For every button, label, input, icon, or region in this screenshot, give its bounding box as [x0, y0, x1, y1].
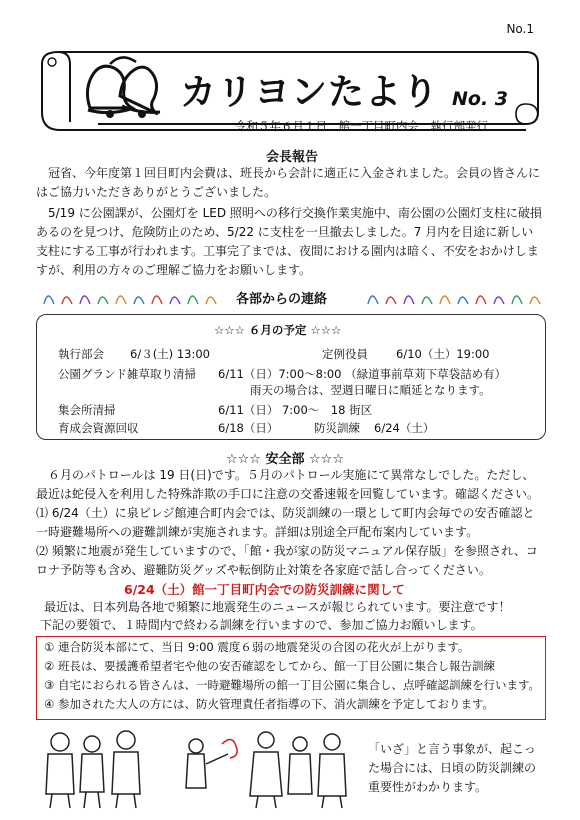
schedule-label: 公園グランド雑草取り清掃: [58, 367, 196, 381]
schedule-label: 集会所清掃: [58, 403, 116, 417]
drill-paragraph-1: 最近は、日本列島各地で頻繁に地震発生のニュースが報じられています。要注意です！: [44, 600, 511, 614]
schedule-note: 雨天の場合は、翌週日曜日に順延となります。: [250, 383, 491, 397]
schedule-value: 6/10（土）19:00: [396, 347, 490, 361]
schedule-value: 6/11（日）7:00～8:00 （緑道事前草苅下草袋詰め有）: [218, 367, 507, 381]
drill-step: ④ 参加された大人の方には、防火管理責任者指導の下、消火訓練を予定しております。: [44, 697, 495, 711]
schedule-label: 執行部会: [58, 347, 104, 361]
schedule-label: 定例役員: [322, 347, 368, 361]
schedule-value: 6/18（日）: [218, 421, 279, 435]
schedule-label: 育成会資源回収: [58, 421, 139, 435]
safety-item-2: ⑵ 頻繁に地震が発生していますので、「館・我が家の防災マニュアル保存版」を参照され、コロナ予防等も含め、避難防災グッズや転倒防止対策を各家庭で話し合ってください。: [36, 544, 538, 577]
drill-step: ② 班長は、要援護希望者宅や他の安否確認をしてから、館一丁目公園に集合し報告訓練: [44, 659, 495, 673]
schedule-label: 防災訓練: [314, 421, 360, 435]
schedule-value: 6/11（日） 7:00～ 18 街区: [218, 403, 373, 417]
departments-heading: 各部からの連絡: [236, 292, 328, 307]
chairman-paragraph-2: 5/19 に公園課が、公園灯を LED 照明への移行交換作業実施中、南公園の公園灯支柱に破損あるのを見つけ、危険防止のため、5/22 に支柱を一旦撤去しました。7 月内を目途に新しい支柱にする工事が行われます。工事完了までは、夜間における園内は暗く、不安をおかけしますが、利用の方々のご理解ご協力をお願いします。: [36, 206, 542, 277]
schedule-value: 6/24（土）: [374, 421, 435, 435]
schedule-value: 6/３(土) 13:00: [130, 347, 210, 361]
drill-step: ① 連合防災本部にて、当日 9:00 震度６弱の地震発災の合図の花火が上がります。: [44, 640, 470, 654]
bells-icon: [70, 50, 165, 122]
closing-note: 「いざ」と言う事象が、起こった場合には、日頃の防災訓練の重要性がわかります。: [368, 742, 537, 794]
newsletter-title: カリヨンたより: [180, 72, 440, 113]
chairman-report-heading: 会長報告: [266, 150, 319, 165]
safety-item-1: ⑴ 6/24（土）に泉ビレジ館連合町内会では、防災訓練の一環として町内会毎での安否確認と一時避難場所への避難訓練が実施されます。詳細は別途全戸配布案内しています。: [36, 506, 535, 539]
disaster-drill-illustration: [36, 724, 356, 810]
safety-paragraph: ６月のパトロールは 19 日(日)です。５月のパトロール実施にて異常なしでした。ただし、最近は蛇侵入を利用した特殊詐欺の手口に注意の交番速報を回覧しています。確認ください。: [36, 468, 540, 501]
chairman-paragraph-1: 冠省、今年度第１回目町内会費は、班長から会計に適正に入金されました。会員の皆さんにはご協力いただきありがとうございました。: [36, 166, 541, 199]
drill-heading: 6/24（土）館一丁目町内会での防災訓練に関して: [124, 582, 405, 597]
publish-line: 令和５年６月１日 館一丁目町内会 執行部発行: [235, 119, 488, 133]
safety-heading: ☆☆☆ 安全部 ☆☆☆: [226, 452, 344, 467]
issue-number: No. 3: [452, 88, 509, 110]
june-schedule-heading: ☆☆☆ ６月の予定 ☆☆☆: [214, 323, 342, 337]
drill-paragraph-2: 下記の要領で、１時間内で終わる訓練を行いますので、参加ご協力お願いします。: [40, 618, 483, 632]
drill-step: ③ 自宅におられる皆さんは、一時避難場所の館一丁目公園に集合し、点呼確認訓練を行います。: [44, 678, 541, 692]
page-number: No.1: [506, 22, 534, 36]
